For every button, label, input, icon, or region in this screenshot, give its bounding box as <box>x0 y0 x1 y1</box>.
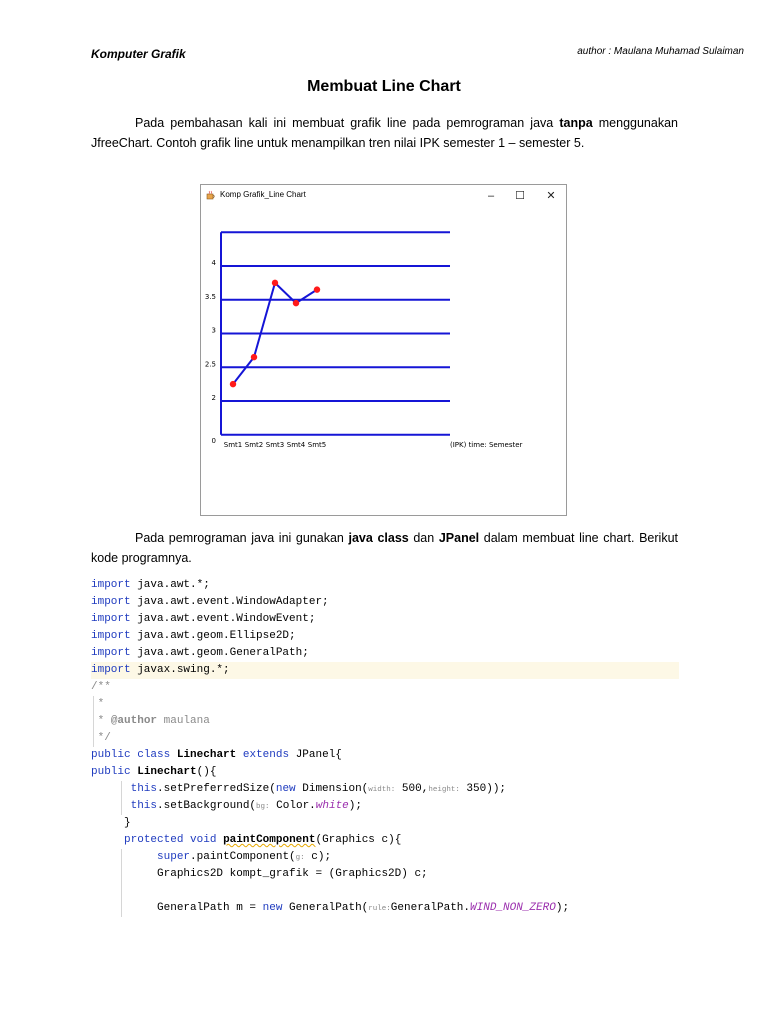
code-text: maulana <box>157 715 210 727</box>
intro-text-bold: tanpa <box>559 116 593 130</box>
y-tick-label: 0 <box>211 436 216 445</box>
code-listing <box>91 577 679 917</box>
code-text: GeneralPath. <box>390 902 471 914</box>
code-line <box>91 594 679 611</box>
chart-window <box>200 184 567 516</box>
x-axis-label: (IPK) time: Semester <box>450 440 523 449</box>
x-tick-label: Smt5 <box>307 440 327 449</box>
code-comment-line: */ <box>91 732 111 744</box>
data-point <box>293 300 299 306</box>
code-text: java.awt.geom.GeneralPath; <box>130 647 309 659</box>
code-text: 350)); <box>459 783 507 795</box>
keyword: super <box>157 851 191 863</box>
expl-text-e: dalam membuat line chart. Berikut kode programnya. <box>91 531 678 565</box>
data-point <box>314 286 320 292</box>
expl-text-a: Pada pemrograman java ini gunakan <box>135 531 349 545</box>
java-cup-icon <box>206 190 216 200</box>
expl-text-bold-2: JPanel <box>438 531 480 545</box>
code-blank-line <box>91 883 679 900</box>
code-text: java.awt.event.WindowAdapter; <box>130 596 329 608</box>
data-point <box>230 381 236 387</box>
constructor-name: Linechart <box>137 766 197 778</box>
code-comment-line: * <box>91 698 105 710</box>
line-chart <box>201 207 566 515</box>
keyword: public <box>91 749 131 761</box>
keyword: this <box>130 783 158 795</box>
x-tick-label: Smt2 <box>244 440 264 449</box>
expl-text-bold-1: java class <box>348 531 409 545</box>
code-line <box>91 747 679 764</box>
param-hint: rule: <box>368 905 391 913</box>
y-tick-label: 2.5 <box>204 360 216 369</box>
intro-paragraph <box>91 113 678 153</box>
constant: white <box>315 800 349 812</box>
code-text: javax.swing.*; <box>130 664 230 676</box>
code-text: (Graphics c){ <box>315 834 402 846</box>
javadoc-tag: @author <box>110 715 158 727</box>
code-text: 500, <box>395 783 429 795</box>
keyword: protected <box>124 834 184 846</box>
keyword: import <box>91 664 131 676</box>
code-text: ); <box>555 902 570 914</box>
code-line <box>91 764 679 781</box>
window-title: Komp Grafik_Line Chart <box>220 190 306 199</box>
code-text: GeneralPath m = <box>157 902 263 914</box>
code-text: Dimension( <box>295 783 369 795</box>
code-line <box>91 815 679 832</box>
keyword: new <box>262 902 283 914</box>
code-text: JPanel{ <box>289 749 342 761</box>
code-line <box>91 798 679 815</box>
explanation-paragraph <box>91 528 678 568</box>
code-text: } <box>124 817 131 829</box>
indent-guide <box>121 781 122 815</box>
code-line <box>91 577 679 594</box>
y-tick-label: 3.5 <box>204 292 216 301</box>
code-line <box>91 611 679 628</box>
keyword: new <box>275 783 296 795</box>
keyword: class <box>137 749 171 761</box>
code-text: .setPreferredSize( <box>157 783 276 795</box>
keyword: this <box>130 800 158 812</box>
code-text: ); <box>348 800 362 812</box>
window-titlebar[interactable] <box>201 185 566 207</box>
code-line <box>91 645 679 662</box>
keyword: import <box>91 630 131 642</box>
keyword: public <box>91 766 131 778</box>
indent-guide <box>121 849 122 917</box>
y-tick-label: 4 <box>211 259 216 267</box>
class-name: Linechart <box>176 749 237 761</box>
code-text: java.awt.event.WindowEvent; <box>130 613 316 625</box>
param-hint: g: <box>295 854 305 862</box>
close-button[interactable]: ✕ <box>546 190 556 202</box>
param-hint: bg: <box>256 803 270 811</box>
header-author: author : Maulana Muhamad Sulaiman <box>577 46 744 57</box>
data-point <box>272 280 278 286</box>
data-point <box>251 354 257 360</box>
header-course-title: Komputer Grafik <box>91 47 186 61</box>
keyword: import <box>91 613 131 625</box>
page-title: Membuat Line Chart <box>307 78 461 95</box>
code-line <box>91 900 679 917</box>
code-text: Graphics2D kompt_grafik = (Graphics2D) c; <box>157 868 428 880</box>
keyword: extends <box>242 749 290 761</box>
intro-text-a: Pada pembahasan kali ini membuat grafik line pada pemrograman java <box>135 116 560 130</box>
intro-text-c: menggunakan JfreeChart. Contoh grafik line untuk menampilkan tren nilai IPK semester 1 – semester 5. <box>91 116 678 150</box>
code-text: (){ <box>196 766 217 778</box>
code-text: java.awt.geom.Ellipse2D; <box>130 630 296 642</box>
code-line <box>91 628 679 645</box>
x-tick-label: Smt3 <box>265 440 285 449</box>
code-text: .paintComponent( <box>190 851 296 863</box>
indent-guide <box>93 696 94 747</box>
code-text: java.awt.*; <box>130 579 210 591</box>
code-comment-line <box>91 713 679 730</box>
code-text: .setBackground( <box>157 800 257 812</box>
param-hint: width: <box>368 786 396 794</box>
expl-text-c: dan <box>408 531 439 545</box>
y-tick-label: 2 <box>211 394 216 402</box>
constant: WIND_NON_ZERO <box>470 902 556 914</box>
x-tick-label: Smt1 <box>223 440 243 449</box>
code-text: * <box>91 715 111 727</box>
maximize-button[interactable]: ☐ <box>515 190 525 202</box>
y-tick-label: 3 <box>211 326 216 335</box>
keyword: void <box>190 834 217 846</box>
code-line <box>91 849 679 866</box>
keyword: import <box>91 647 131 659</box>
keyword: import <box>91 596 131 608</box>
code-text: Color. <box>269 800 316 812</box>
code-line <box>91 866 679 883</box>
code-text: GeneralPath( <box>282 902 369 914</box>
code-line <box>91 832 679 849</box>
code-text: c); <box>304 851 332 863</box>
code-line <box>91 781 679 798</box>
code-comment-line: /** <box>91 681 111 693</box>
method-name: paintComponent <box>223 834 316 846</box>
code-line-highlighted <box>91 662 679 679</box>
minimize-button[interactable]: – <box>487 190 495 202</box>
keyword: import <box>91 579 131 591</box>
x-tick-label: Smt4 <box>286 440 306 449</box>
param-hint: height: <box>428 786 460 794</box>
